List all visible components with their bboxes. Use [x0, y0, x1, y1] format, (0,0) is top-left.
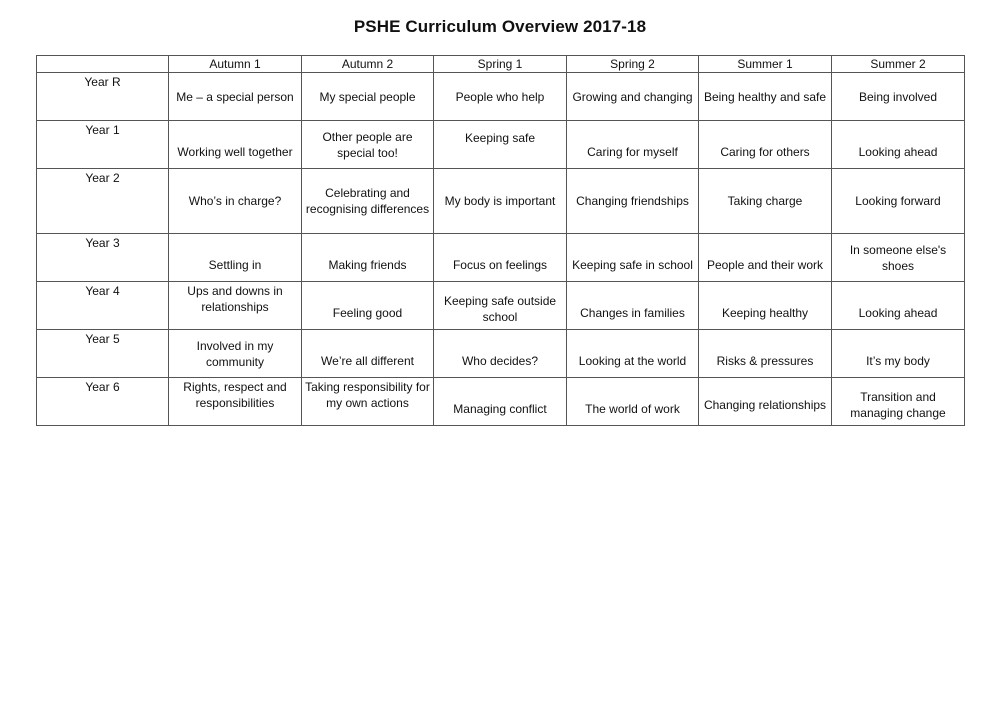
table-cell: Looking ahead	[832, 282, 965, 330]
table-cell: Ups and downs in relationships	[169, 282, 302, 330]
row-header-year-3: Year 3	[37, 234, 169, 282]
table-cell: Involved in my community	[169, 330, 302, 378]
column-header-summer-2: Summer 2	[832, 56, 965, 73]
table-cell: Risks & pressures	[699, 330, 832, 378]
table-cell: Feeling good	[302, 282, 434, 330]
table-cell: Making friends	[302, 234, 434, 282]
table-cell: Keeping healthy	[699, 282, 832, 330]
table-row-year-3	[37, 234, 965, 282]
table-cell: My special people	[302, 73, 434, 121]
row-header-year-2: Year 2	[37, 169, 169, 234]
table-cell: Looking at the world	[567, 330, 699, 378]
table-cell: It’s my body	[832, 330, 965, 378]
table-cell: Rights, respect and responsibilities	[169, 378, 302, 426]
table-cell: Celebrating and recognising differences	[302, 169, 434, 234]
table-cell: Who decides?	[434, 330, 567, 378]
column-header-spring-1: Spring 1	[434, 56, 567, 73]
table-cell: Growing and changing	[567, 73, 699, 121]
row-header-year-1: Year 1	[37, 121, 169, 169]
table-cell: Being involved	[832, 73, 965, 121]
table-cell: Who’s in charge?	[169, 169, 302, 234]
table-cell: Settling in	[169, 234, 302, 282]
table-cell: Changing relationships	[699, 378, 832, 426]
table-cell: Looking forward	[832, 169, 965, 234]
table-cell: We’re all different	[302, 330, 434, 378]
row-header-year-6: Year 6	[37, 378, 169, 426]
header-row	[37, 56, 965, 73]
table-row-year-2	[37, 169, 965, 234]
table-cell: In someone else's shoes	[832, 234, 965, 282]
table-cell: Focus on feelings	[434, 234, 567, 282]
table-row-year-r	[37, 73, 965, 121]
table-row-year-1	[37, 121, 965, 169]
table-cell: People and their work	[699, 234, 832, 282]
table-cell: My body is important	[434, 169, 567, 234]
table-cell: The world of work	[567, 378, 699, 426]
table-cell: Keeping safe outside school	[434, 282, 567, 330]
row-header-year-4: Year 4	[37, 282, 169, 330]
table-cell: Changes in families	[567, 282, 699, 330]
table-cell: Working well together	[169, 121, 302, 169]
corner-header-cell	[37, 56, 169, 73]
column-header-spring-2: Spring 2	[567, 56, 699, 73]
table-cell: Keeping safe in school	[567, 234, 699, 282]
table-row-year-4	[37, 282, 965, 330]
table-cell: Me – a special person	[169, 73, 302, 121]
table-cell: Managing conflict	[434, 378, 567, 426]
table-cell: Being healthy and safe	[699, 73, 832, 121]
table-cell: Taking charge	[699, 169, 832, 234]
table-row-year-6	[37, 378, 965, 426]
table-cell: Transition and managing change	[832, 378, 965, 426]
table-cell: Looking ahead	[832, 121, 965, 169]
table-cell: People who help	[434, 73, 567, 121]
table-cell: Keeping safe	[434, 121, 567, 169]
table-cell: Changing friendships	[567, 169, 699, 234]
table-cell: Caring for others	[699, 121, 832, 169]
table-cell: Taking responsibility for my own actions	[302, 378, 434, 426]
column-header-summer-1: Summer 1	[699, 56, 832, 73]
page-title: PSHE Curriculum Overview 2017-18	[353, 17, 647, 36]
row-header-year-r: Year R	[37, 73, 169, 121]
table-cell: Caring for myself	[567, 121, 699, 169]
curriculum-table	[36, 55, 965, 426]
row-header-year-5: Year 5	[37, 330, 169, 378]
column-header-autumn-2: Autumn 2	[302, 56, 434, 73]
column-header-autumn-1: Autumn 1	[169, 56, 302, 73]
table-cell: Other people are special too!	[302, 121, 434, 169]
table-row-year-5	[37, 330, 965, 378]
